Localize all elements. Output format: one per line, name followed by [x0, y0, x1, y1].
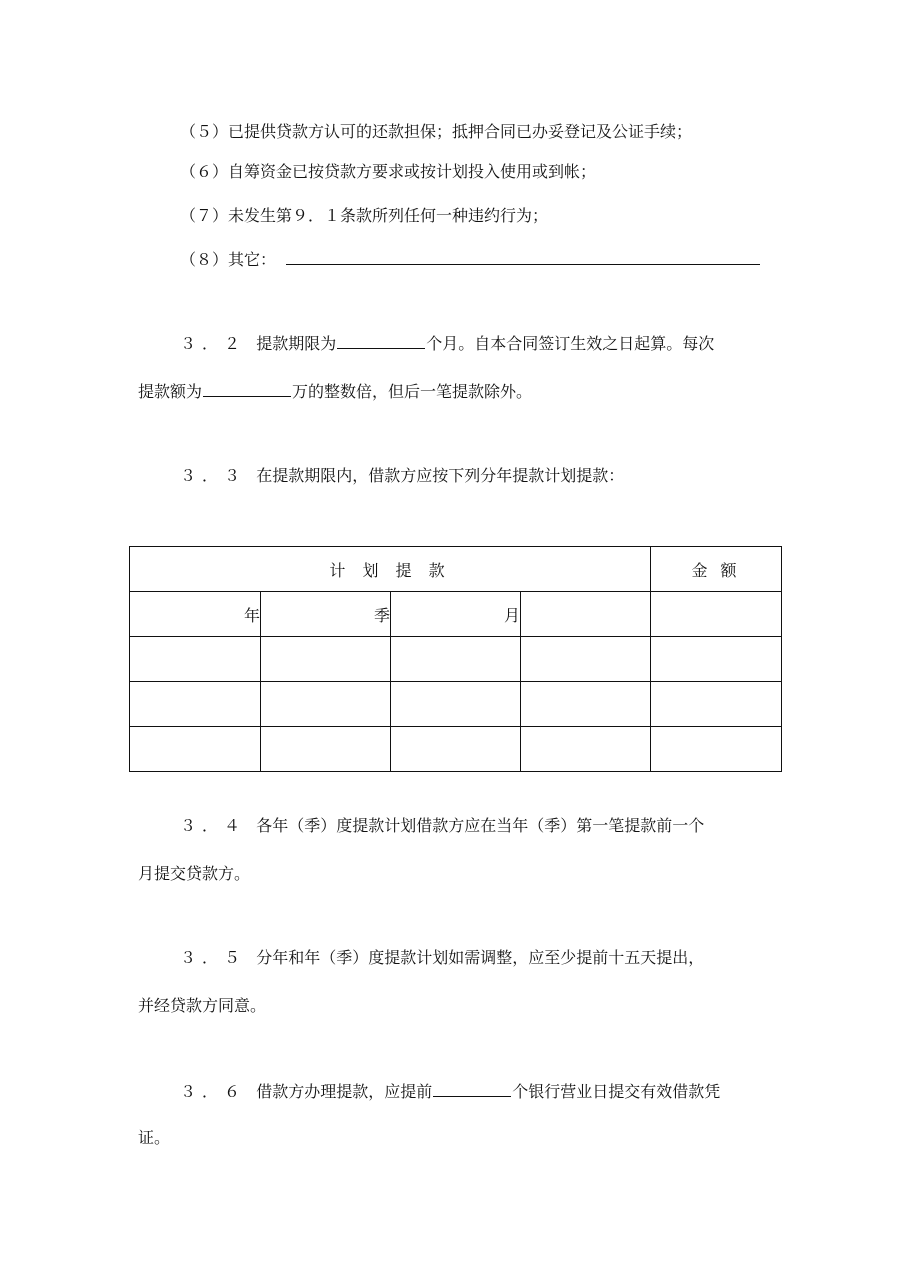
condition-8: [180, 246, 761, 272]
clause-3-5-line1: [180, 946, 704, 970]
table-cell[interactable]: [521, 727, 651, 772]
clause-3-3-number: ３．３: [180, 466, 247, 485]
clause-3-4-line1: [180, 814, 704, 838]
table-cell[interactable]: [391, 727, 521, 772]
table-cell[interactable]: [651, 682, 782, 727]
withdrawal-amount-blank[interactable]: [203, 378, 291, 397]
table-header-row: [130, 547, 782, 592]
table-cell[interactable]: [261, 682, 391, 727]
table-cell[interactable]: [521, 637, 651, 682]
subheader-season: 季: [261, 592, 391, 637]
condition-6: （６）自筹资金已按贷款方要求或按计划投入使用或到帐；: [180, 162, 597, 181]
clause-3-2-text-c: 提款额为: [138, 382, 203, 401]
table-cell[interactable]: [391, 637, 521, 682]
clause-3-6-line1: [180, 1078, 720, 1104]
withdrawal-plan-table: [129, 546, 782, 772]
table-cell[interactable]: [651, 592, 782, 637]
table-cell[interactable]: [391, 682, 521, 727]
table-cell[interactable]: [130, 727, 261, 772]
table-row: [130, 727, 782, 772]
table-subheader-row: [130, 592, 782, 637]
table-cell[interactable]: [130, 637, 261, 682]
clause-3-4-number: ３．４: [180, 816, 247, 835]
subheader-month: 月: [391, 592, 521, 637]
other-blank[interactable]: [286, 246, 760, 265]
table-cell[interactable]: [651, 637, 782, 682]
condition-5: （５）已提供贷款方认可的还款担保；抵押合同已办妥登记及公证手续；: [180, 122, 693, 141]
clause-3-2-line2: [138, 378, 532, 404]
table-row: [130, 637, 782, 682]
clause-3-5-text-a: 分年和年（季）度提款计划如需调整，应至少提前十五天提出，: [256, 948, 705, 967]
table-cell[interactable]: [521, 592, 651, 637]
table-cell[interactable]: [261, 727, 391, 772]
condition-8-label: （８）其它：: [180, 250, 277, 269]
header-plan-withdrawal: 计 划 提 款: [130, 547, 651, 592]
condition-7: （７）未发生第９．１条款所列任何一种违约行为；: [180, 206, 549, 225]
clause-3-2-number: ３．２: [180, 334, 247, 353]
clause-3-5-line2: 并经贷款方同意。: [138, 996, 267, 1015]
term-months-blank[interactable]: [337, 330, 425, 349]
table-cell[interactable]: [261, 637, 391, 682]
table-row: [130, 682, 782, 727]
clause-3-3-text: 在提款期限内，借款方应按下列分年提款计划提款：: [256, 466, 625, 485]
clause-3-6-text-a: 借款方办理提款，应提前: [256, 1082, 433, 1101]
clause-3-6-line2: 证。: [138, 1128, 171, 1147]
clause-3-4-text-a: 各年（季）度提款计划借款方应在当年（季）第一笔提款前一个: [256, 816, 705, 835]
clause-3-2-text-d: 万的整数倍，但后一笔提款除外。: [292, 382, 533, 401]
header-amount: 金 额: [651, 547, 782, 592]
table-cell[interactable]: [130, 682, 261, 727]
clause-3-2-text-b: 个月。自本合同签订生效之日起算。每次: [426, 334, 715, 353]
business-days-blank[interactable]: [433, 1078, 511, 1097]
clause-3-2-text-a: 提款期限为: [256, 334, 337, 353]
table-cell[interactable]: [651, 727, 782, 772]
table-cell[interactable]: [521, 682, 651, 727]
clause-3-3: [180, 464, 624, 488]
clause-3-2-line1: [180, 330, 714, 356]
clause-3-6-number: ３．６: [180, 1082, 247, 1101]
clause-3-5-number: ３．５: [180, 948, 247, 967]
clause-3-4-line2: 月提交贷款方。: [138, 864, 251, 883]
subheader-year: 年: [130, 592, 261, 637]
clause-3-6-text-b: 个银行营业日提交有效借款凭: [512, 1082, 721, 1101]
